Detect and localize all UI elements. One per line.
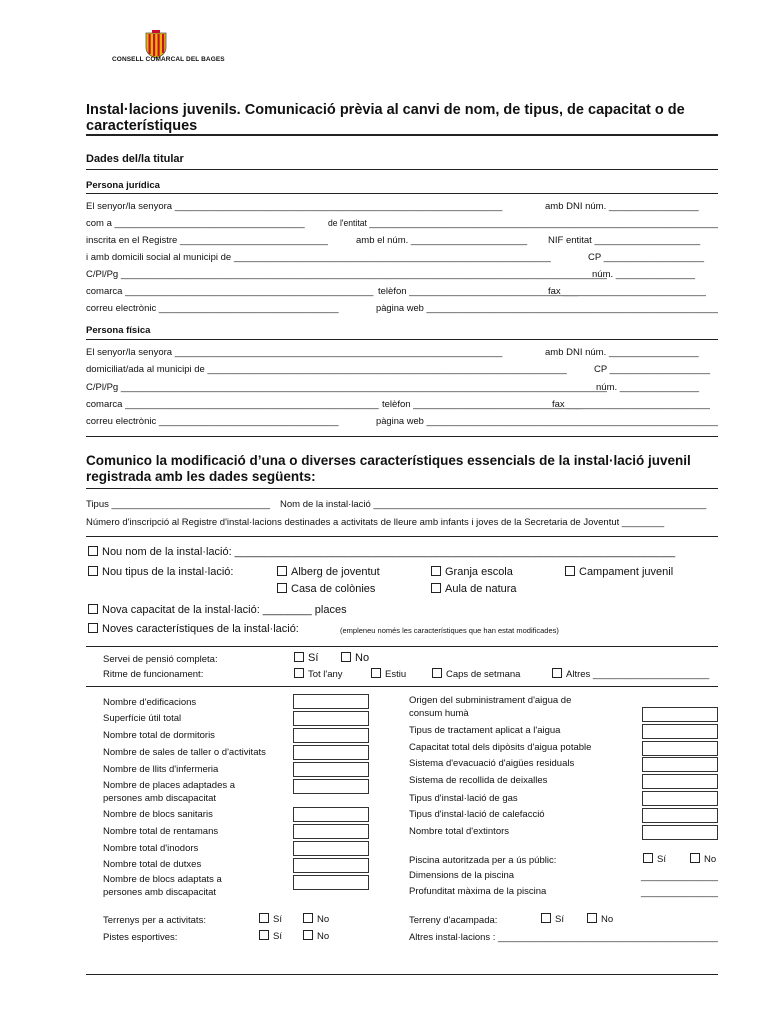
input-box[interactable]	[293, 728, 369, 743]
input-box[interactable]	[293, 858, 369, 873]
org-name: CONSELL COMARCAL DEL BAGES	[112, 56, 225, 63]
page-title: Instal·lacions juvenils. Comunicació prèvia al canvi de nom, de tipus, de capacitat o de característiques	[86, 102, 685, 134]
nou-nom-field[interactable]: Nou nom de la instal·lació: ________________________________________________________________________	[88, 546, 675, 558]
input-box[interactable]	[293, 745, 369, 760]
fisica-row[interactable]: C/Pl/Pg ____________________________________________________________________________________________	[86, 382, 607, 393]
pensio-no[interactable]: No	[341, 652, 369, 664]
fisica-row[interactable]: domiciliat/ada al municipi de ____________________________________________________________________	[86, 364, 567, 375]
nou-tipus-checkbox[interactable]	[88, 566, 98, 576]
input-box[interactable]	[293, 694, 369, 709]
option-casa[interactable]: Casa de colònies	[277, 583, 375, 595]
right-item: Capacitat total dels dipòsits d'aigua potable	[409, 742, 592, 753]
left-item: Nombre total de dormitoris	[103, 730, 215, 741]
ritme-option[interactable]: Caps de setmana	[432, 668, 520, 680]
input-box[interactable]	[642, 741, 718, 756]
juridica-field[interactable]: telèfon ________________________________	[378, 286, 579, 297]
piscina-si[interactable]: Sí	[643, 853, 666, 865]
right-item: Nombre total d'extintors	[409, 826, 510, 837]
nova-capacitat-field[interactable]: Nova capacitat de la instal·lació: ________ places	[88, 604, 347, 616]
fisica-row[interactable]: comarca ________________________________________________	[86, 399, 379, 410]
logo	[144, 29, 168, 59]
left-item: Nombre de blocs adaptats a	[103, 874, 222, 885]
input-box[interactable]	[642, 774, 718, 789]
altres-installacions-field[interactable]: Altres instal·lacions : __________________________________________	[409, 932, 718, 943]
juridica-row[interactable]: inscrita en el Registre ____________________________	[86, 235, 328, 246]
left-item: Nombre de blocs sanitaris	[103, 809, 213, 820]
left-item: Nombre de llits d'infermeria	[103, 764, 219, 775]
left-item: Nombre total de dutxes	[103, 859, 202, 870]
dimensions-label: Dimensions de la piscina	[409, 870, 515, 881]
terrenys-label: Terrenys per a activitats:	[103, 915, 206, 926]
profunditat-field[interactable]: _______________	[641, 887, 718, 898]
pistes-no[interactable]: No	[303, 930, 329, 942]
left-item: Nombre d'edificacions	[103, 697, 197, 708]
input-box[interactable]	[642, 791, 718, 806]
juridica-field[interactable]: de l'entitat _________________________________________________________________________	[328, 218, 718, 229]
nou-tipus-label: Nou tipus de la instal·lació:	[88, 566, 233, 578]
right-item: Tipus d'instal·lació de gas	[409, 793, 518, 804]
profunditat-label: Profunditat màxima de la piscina	[409, 886, 547, 897]
noves-caract-note: (empleneu només les característiques que han estat modificades)	[340, 626, 559, 635]
juridica-row[interactable]: i amb domicili social al municipi de ____________________________________________________________	[86, 252, 551, 263]
right-item: consum humà	[409, 708, 469, 719]
piscina-no[interactable]: No	[690, 853, 716, 865]
juridica-field[interactable]: amb DNI núm. _________________	[545, 201, 699, 212]
pistes-si[interactable]: Sí	[259, 930, 282, 942]
juridica-field[interactable]: núm. _______________	[592, 269, 696, 280]
noves-caract-label: Noves característiques de la instal·lació:	[88, 623, 299, 635]
juridica-row[interactable]: C/Pl/Pg ____________________________________________________________________________________________	[86, 269, 607, 280]
ritme-label: Ritme de funcionament:	[103, 669, 204, 680]
section-heading-titular: Dades del/la titular	[86, 153, 184, 165]
juridica-field[interactable]: amb el núm. ______________________	[356, 235, 528, 246]
acampada-si[interactable]: Sí	[541, 913, 564, 925]
right-item: Sistema de recollida de deixalles	[409, 775, 548, 786]
ritme-option[interactable]: Altres ______________________	[552, 668, 709, 680]
input-box[interactable]	[293, 824, 369, 839]
input-box[interactable]	[642, 825, 718, 840]
input-box[interactable]	[293, 841, 369, 856]
input-box[interactable]	[642, 808, 718, 823]
nova-capacitat-checkbox[interactable]	[88, 604, 98, 614]
right-item: Tipus d'instal·lació de calefacció	[409, 809, 545, 820]
fisica-field[interactable]: telèfon ________________________________	[382, 399, 583, 410]
input-box[interactable]	[293, 807, 369, 822]
input-box[interactable]	[293, 779, 369, 794]
juridica-row[interactable]: correu electrònic __________________________________	[86, 303, 339, 314]
noves-caract-checkbox[interactable]	[88, 623, 98, 633]
left-item: Nombre de sales de taller o d'activitats	[103, 747, 266, 758]
input-box[interactable]	[642, 724, 718, 739]
left-item: Superfície útil total	[103, 713, 182, 724]
dimensions-field[interactable]: _______________	[641, 871, 718, 882]
juridica-field[interactable]: CP ___________________	[588, 252, 705, 263]
registre-field[interactable]: Número d'inscripció al Registre d'instal·lacions destinades a activitats de lleure amb infants i joves de la Secretaria de Joventut ________	[86, 517, 665, 528]
terrenys-no[interactable]: No	[303, 913, 329, 925]
fisica-field[interactable]: amb DNI núm. _________________	[545, 347, 699, 358]
option-aula[interactable]: Aula de natura	[431, 583, 517, 595]
ritme-option[interactable]: Tot l'any	[294, 668, 343, 680]
juridica-field[interactable]: pàgina web ________________________________________________________	[376, 303, 718, 314]
ritme-option[interactable]: Estiu	[371, 668, 406, 680]
fisica-row[interactable]: correu electrònic __________________________________	[86, 416, 339, 427]
right-item: Origen del subministrament d'aigua de	[409, 695, 572, 706]
fisica-field[interactable]: fax ___________________________	[552, 399, 710, 410]
fisica-field[interactable]: núm. _______________	[596, 382, 700, 393]
juridica-row[interactable]: com a ____________________________________	[86, 218, 305, 229]
fisica-row[interactable]: El senyor/la senyora ______________________________________________________________	[86, 347, 503, 358]
left-item: Nombre total de rentamans	[103, 826, 219, 837]
input-box[interactable]	[642, 757, 718, 772]
option-campament[interactable]: Campament juvenil	[565, 566, 673, 578]
tipus-field[interactable]: Tipus ______________________________	[86, 499, 271, 510]
piscina-label: Piscina autoritzada per a ús públic:	[409, 855, 557, 866]
nom-installacio-field[interactable]: Nom de la instal·lació _______________________________________________________________	[280, 499, 707, 510]
left-item: persones amb discapacitat	[103, 793, 217, 804]
option-granja[interactable]: Granja escola	[431, 566, 513, 578]
coat-of-arms-icon	[144, 29, 168, 59]
fisica-field[interactable]: pàgina web ________________________________________________________	[376, 416, 718, 427]
terrenys-si[interactable]: Sí	[259, 913, 282, 925]
right-item: Tipus de tractament aplicat a l'aigua	[409, 725, 561, 736]
left-item: persones amb discapacitat	[103, 887, 217, 898]
juridica-field[interactable]: NIF entitat ____________________	[548, 235, 701, 246]
input-box[interactable]	[293, 762, 369, 777]
comunico-heading: Comunico la modificació d’una o diverses característiques essencials de la instal·lació juvenil registrada amb les dades següents:	[86, 453, 691, 484]
input-box[interactable]	[642, 707, 718, 722]
subheading-juridica: Persona jurídica	[86, 180, 160, 191]
acampada-no[interactable]: No	[587, 913, 613, 925]
subheading-fisica: Persona física	[86, 325, 151, 336]
juridica-field[interactable]: fax ___________________________	[548, 286, 706, 297]
juridica-row[interactable]: El senyor/la senyora ______________________________________________________________	[86, 201, 503, 212]
juridica-row[interactable]: comarca _______________________________________________	[86, 286, 374, 297]
right-item: Sistema d'evacuació d'aigües residuals	[409, 758, 575, 769]
nou-nom-checkbox[interactable]	[88, 546, 98, 556]
fisica-field[interactable]: CP ___________________	[594, 364, 711, 375]
pensio-label: Servei de pensió completa:	[103, 654, 218, 665]
input-box[interactable]	[293, 875, 369, 890]
input-box[interactable]	[293, 711, 369, 726]
option-alberg[interactable]: Alberg de joventut	[277, 566, 380, 578]
left-item: Nombre de places adaptades a	[103, 780, 236, 791]
pensio-si[interactable]: Sí	[294, 652, 318, 664]
pistes-label: Pistes esportives:	[103, 932, 178, 943]
left-item: Nombre total d'inodors	[103, 843, 199, 854]
acampada-label: Terreny d'acampada:	[409, 915, 498, 926]
